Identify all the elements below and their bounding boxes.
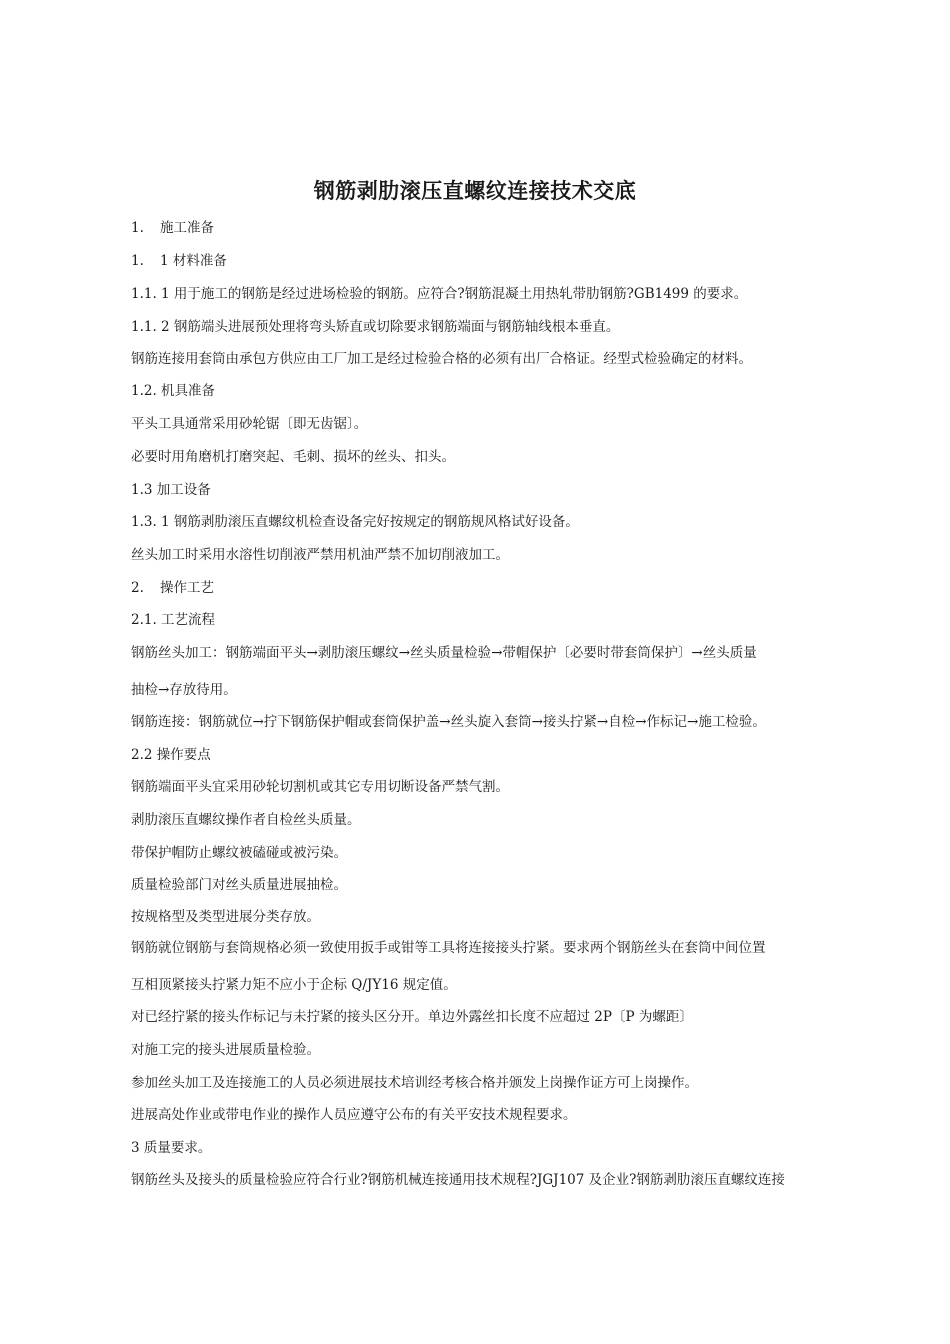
line-text: 必要时用角磨机打磨突起、毛刺、损坏的丝头、扣头。 (131, 449, 455, 465)
line-text: 抽检→存放待用。 (131, 682, 237, 698)
document-line (131, 843, 831, 863)
document-line (131, 1138, 831, 1158)
line-text: 进展高处作业或带电作业的操作人员应遵守公布的有关平安技术规程要求。 (131, 1107, 577, 1123)
document-line (131, 414, 831, 434)
document-line (131, 712, 831, 732)
document-line (131, 317, 831, 337)
document-line (131, 1073, 831, 1093)
line-text: 1.1. 1 用于施工的钢筋是经过进场检验的钢筋。应符合?钢筋混凝土用热轧带肋钢筋?GB1499 的要求。 (131, 286, 748, 302)
document-title: 钢筋剥肋滚压直螺纹连接技术交底 (313, 179, 637, 203)
document-line (131, 938, 831, 958)
line-text: 1.2. 机具准备 (131, 383, 216, 399)
document-line (131, 610, 831, 630)
line-text: 丝头加工时采用水溶性切削液严禁用机油严禁不加切削液加工。 (131, 547, 509, 563)
document-line (131, 1170, 831, 1190)
document-line (131, 1007, 831, 1027)
line-text: 2.2 操作要点 (131, 747, 211, 763)
line-text: 互相顶紧接头拧紧力矩不应小于企标 Q/JY16 规定值。 (131, 977, 457, 993)
line-text: 钢筋丝头加工：钢筋端面平头→剥肋滚压螺纹→丝头质量检验→带帽保护〔必要时带套筒保护〕→丝头质量 (131, 645, 757, 661)
document-line (131, 643, 831, 663)
line-text: 带保护帽防止螺纹被磕碰或被污染。 (131, 845, 347, 861)
line-text: 1.3. 1 钢筋剥肋滚压直螺纹机检查设备完好按规定的钢筋规风格试好设备。 (131, 514, 579, 530)
section-number: 1. (131, 220, 144, 236)
line-text: 按规格型及类型进展分类存放。 (131, 909, 320, 925)
line-text: 钢筋丝头及接头的质量检验应符合行业?钢筋机械连接通用技术规程?JGJ107 及企业?钢筋剥肋滚压直螺纹连接 (131, 1172, 785, 1188)
document-line (131, 777, 831, 797)
line-text: 平头工具通常采用砂轮锯〔即无齿锯〕。 (131, 416, 368, 432)
document-line (131, 218, 831, 238)
document-line (131, 907, 831, 927)
line-text: 剥肋滚压直螺纹操作者自检丝头质量。 (131, 812, 361, 828)
document-line (131, 680, 831, 700)
line-text: 1.1. 2 钢筋端头进展预处理将弯头矫直或切除要求钢筋端面与钢筋轴线根本垂直。 (131, 319, 620, 335)
document-line (131, 284, 831, 304)
document-line (131, 975, 831, 995)
document-line (131, 745, 831, 765)
line-text: 对施工完的接头进展质量检验。 (131, 1042, 320, 1058)
document-line (131, 875, 831, 895)
document-line (131, 349, 831, 369)
document-line (131, 1040, 831, 1060)
line-text: 3 质量要求。 (131, 1140, 212, 1156)
document-line (131, 1105, 831, 1125)
line-text: 1 材料准备 (160, 253, 227, 269)
document-line (131, 810, 831, 830)
line-text: 钢筋连接：钢筋就位→拧下钢筋保护帽或套筒保护盖→丝头旋入套筒→接头拧紧→自检→作标记→施工检验。 (131, 714, 766, 730)
document-line (131, 447, 831, 467)
document-line (131, 578, 831, 598)
line-text: 操作工艺 (160, 580, 214, 596)
line-text: 对已经拧紧的接头作标记与未拧紧的接头区分开。单边外露丝扣长度不应超过 2P〔P 为螺距〕 (131, 1009, 693, 1025)
line-text: 参加丝头加工及连接施工的人员必须进展技术培训经考核合格并颁发上岗操作证方可上岗操作。 (131, 1075, 698, 1091)
document-line (131, 381, 831, 401)
document-line (131, 480, 831, 500)
line-text: 施工准备 (160, 220, 214, 236)
document-line (131, 512, 831, 532)
document-line (131, 545, 831, 565)
line-text: 2.1. 工艺流程 (131, 612, 216, 628)
line-text: 1.3 加工设备 (131, 482, 211, 498)
line-text: 质量检验部门对丝头质量进展抽检。 (131, 877, 347, 893)
section-number: 1. (131, 253, 144, 269)
line-text: 钢筋端面平头宜采用砂轮切割机或其它专用切断设备严禁气割。 (131, 779, 509, 795)
line-text: 钢筋就位钢筋与套筒规格必须一致使用扳手或钳等工具将连接接头拧紧。要求两个钢筋丝头在套筒中间位置 (131, 940, 766, 956)
document-line (131, 251, 831, 271)
section-number: 2. (131, 580, 144, 596)
line-text: 钢筋连接用套筒由承包方供应由工厂加工是经过检验合格的必须有出厂合格证。经型式检验确定的材料。 (131, 351, 752, 367)
